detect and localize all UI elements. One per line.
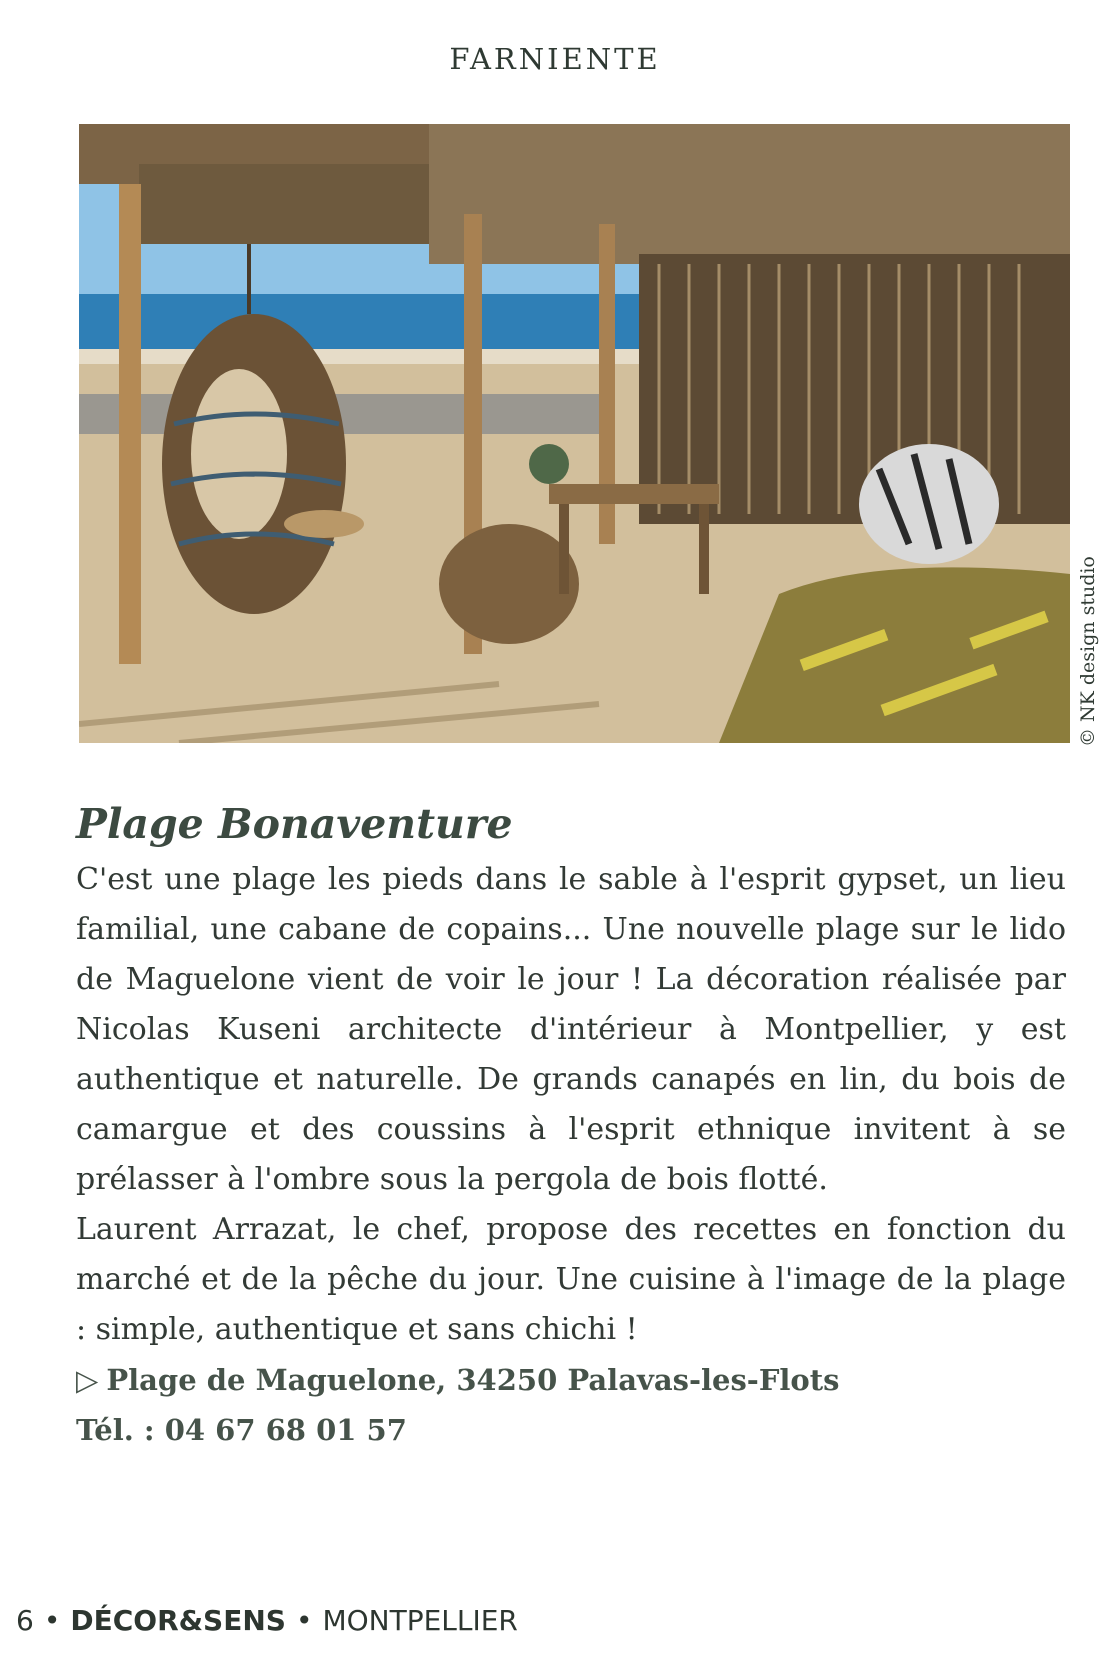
- egg-chair-opening: [191, 369, 287, 539]
- magazine-brand: DÉCOR&SENS: [70, 1604, 286, 1637]
- article: [76, 800, 1066, 1455]
- address: [76, 1355, 1066, 1405]
- woven-shade: [139, 164, 439, 244]
- article-paragraph: C'est une plage les pieds dans le sable à l'esprit gypset, un lieu familial, une cabane de copains... Une nouvelle plage sur le lido de Maguelone vient de voir le jour ! La décoration réalisée par Nicolas Kuseni architecte d'intérieur à Montpellier, y est authentique et naturelle. De grands canapés en lin, du bois de camargue et des coussins à l'esprit ethnique invitent à se prélasser à l'ombre sous la pergola de bois flotté.: [76, 862, 1066, 1198]
- footer-city: MONTPELLIER: [322, 1604, 518, 1637]
- footer-separator: •: [43, 1604, 61, 1637]
- arrow-right-icon: ▷: [76, 1363, 99, 1398]
- article-body: [76, 855, 1066, 1355]
- photo-credit: © NK design studio: [1077, 556, 1099, 747]
- article-title: Plage Bonaventure: [76, 800, 513, 848]
- section-title: FARNIENTE: [449, 42, 661, 76]
- dining-table: [549, 484, 719, 504]
- page-number: 6: [16, 1604, 34, 1637]
- phone-number: Tél. : 04 67 68 01 57: [76, 1413, 407, 1448]
- page-footer: [16, 1604, 518, 1637]
- rattan-armchair: [439, 524, 579, 644]
- wooden-post-left: [119, 184, 141, 664]
- article-paragraph: Laurent Arrazat, le chef, propose des recettes en fonction du marché et de la pêche du jour. Une cuisine à l'image de la plage : simple, authentique et sans chichi !: [76, 1212, 1066, 1348]
- footer-separator: •: [295, 1604, 313, 1637]
- beach-photo: [79, 124, 1070, 743]
- address-text: Plage de Maguelone, 34250 Palavas-les-Flots: [106, 1363, 840, 1398]
- reed-wall: [639, 254, 1070, 524]
- side-table: [284, 510, 364, 538]
- plant: [529, 444, 569, 484]
- beach-cabana-illustration: [79, 124, 1070, 743]
- pergola-shade: [429, 124, 1070, 264]
